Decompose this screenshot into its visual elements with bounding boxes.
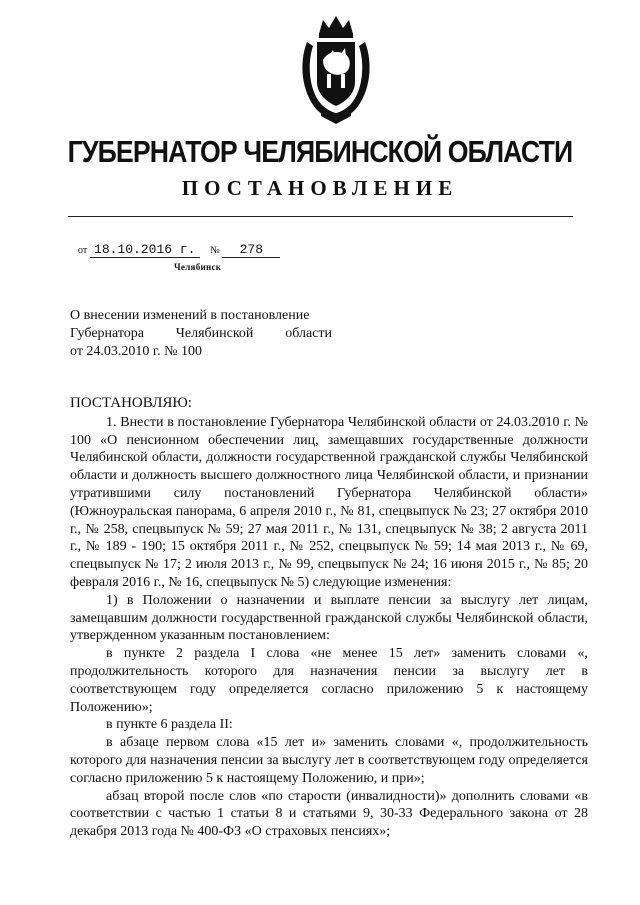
city-name: Челябинск (174, 262, 222, 272)
paragraph: в абзаце первом слова «15 лет и» заменить словами «, продолжительность которого для назначения пенсии за выслугу лет в соответствующем году определяется согласно приложению 5 к настоящему Положению, и при»; (70, 735, 588, 786)
document-type-title: ПОСТАНОВЛЕНИЕ (181, 176, 459, 200)
subject-line: Губернатора Челябинской области (70, 326, 332, 341)
paragraph: в пункте 6 раздела II: (106, 717, 233, 733)
dateline (78, 242, 280, 258)
coat-of-arms-emblem (293, 12, 379, 124)
paragraph: абзац второй после слов «по старости (инвалидности)» дополнить словами «в соответствии с частью 1 статьи 8 и статьями 9, 30-33 Федерального закона от 28 декабря 2013 года № 400-ФЗ «О страховых пенсиях»; (70, 788, 588, 840)
document-body (70, 395, 588, 841)
decree-heading: ПОСТАНОВЛЯЮ: (70, 395, 192, 411)
subject-line: от 24.03.2010 г. № 100 (70, 344, 202, 359)
number-label: № (210, 245, 220, 256)
issuer-title: ГУБЕРНАТОР ЧЕЛЯБИНСКОЙ ОБЛАСТИ (67, 134, 573, 169)
subject-line: О внесении изменений в постановление (70, 308, 310, 323)
document-date: 18.10.2016 г. (90, 242, 200, 258)
paragraph: 1) в Положении о назначении и выплате пенсии за выслугу лет лицам, замещавшим должности государственной гражданской службы Челябинской области, утвержденном указанным постановлением: (70, 592, 588, 644)
paragraph: 1. Внести в постановление Губернатора Челябинской области от 24.03.2010 г. № 100 «О пенсионном обеспечении лиц, замещавших государственные должности Челябинской области, должности государственной гражданской службы Челябинской области и должность высшего должностного лица Челябинской области, и признании утратившими силу постановлений Губернатора Челябинской области» (Южноуральская панорама, 6 апреля 2010 г., № 81, спецвыпуск № 23; 27 октября 2010 г., № 258, спецвыпуск № 59; 27 мая 2011 г., № 131, спецвыпуск № 38; 2 августа 2011 г., № 189 - 190; 15 октября 2011 г., № 252, спецвыпуск № 59; 14 мая 2013 г., № 69, спецвыпуск № 17; 2 июля 2013 г., № 99, спецвыпуск № 24; 16 июня 2015 г., № 85; 20 февраля 2016 г., № 16, спецвыпуск № 5) следующие изменения: (70, 414, 588, 590)
paragraph: в пункте 2 раздела I слова «не менее 15 лет» заменить словами «, продолжительность которого для назначения пенсии за выслугу лет в соответствующем году определяется согласно приложению 5 к настоящему Положению»; (70, 646, 588, 715)
document-subject (70, 307, 332, 361)
header-divider (68, 216, 573, 217)
document-number: 278 (222, 242, 280, 258)
date-label: от (78, 245, 88, 256)
